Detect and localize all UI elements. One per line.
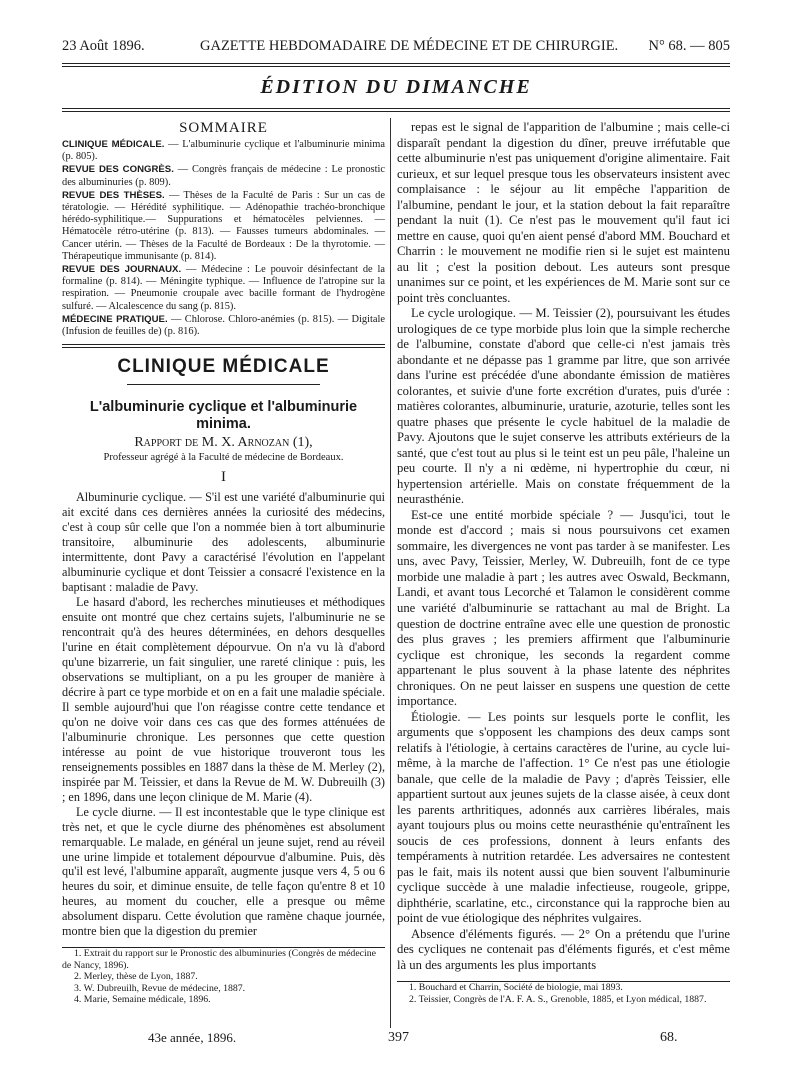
footnote: 1. Bouchard et Charrin, Société de biologie, mai 1893. [409,982,623,994]
sommaire-entry [62,264,385,313]
body-paragraph: repas est le signal de l'apparition de l'albumine ; mais celle-ci disparaît pendant la digestion du dîner, preuve irréfutable que cette albuminurie n'est pas uniquement d'origine alimentaire. Fait curieux, et sur lequel presque tous les observateurs insistent avec complaisance : le séjour au lit empêche l'apparition de l'albumine, pendant le jour, et la station debout la fait reparaître pendant la nuit (1). Ce n'est pas le mouvement qu'il faut ici mettre en cause, quoi qu'en aient pensé d'abord MM. Bouchard et Charrin : le mouvement ne modifie rien si le sujet est maintenu au lit ; c'est la position debout. Les auteurs sont presque unanimes sur ce point, et les expériences de M. Marie sont sur ce point très concluantes. [397,120,730,305]
sommaire-entry-label: CLINIQUE MÉDICALE. [62,139,165,150]
left-body-text [62,490,385,939]
edition-rule [62,108,730,109]
footnote: 3. W. Dubreuilh, Revue de médecine, 1887. [74,982,246,994]
body-paragraph: Étiologie. — Les points sur lesquels porte le conflit, les arguments que s'opposent les champions des deux camps sont relatifs à l'étiologie, à certains caractères de l'urine, au cycle lui-même, à la marche de l'affection. 1° Ce n'est pas une étiologie banale, que celle de la maladie de Pavy ; d'après Teissier, elle appartient surtout aux jeunes sujets de la classe aisée, à ceux dont les parents arthritiques, adonnés aux carrières libérales, mais ayant toujours plus ou moins cette neurasthénie qu'entraînent les soucis de ces professions, donnent à leurs enfants des tempéraments à nutrition retardée. Les adversaires ne contestent pas le fait, mais ils notent aussi que bien souvent l'albuminurie cyclique succède à une maladie infectieuse, rougeole, grippe, diphthérie, scarlatine, etc., circonstance qui la rapproche bien au point de vue étiologique des néphrites vulgaires. [397,709,730,926]
header-rule-double [62,66,730,67]
sommaire-entry-text: — Chlorose. Chloro-anémies (p. 815). — Digitale (Infusion de feuilles de) (p. 816). [62,313,385,338]
article-affiliation: Professeur agrégé à la Faculté de médecine de Bordeaux. [103,452,344,464]
article-byline: Rapport de M. X. Arnozan (1), [134,435,313,451]
sommaire-entry [62,190,385,263]
left-column [62,120,385,1006]
sommaire-entry-text: — Congrès français de médecine : Le pronostic des albuminuries (p. 809). [62,164,385,188]
body-paragraph: Le cycle urologique. — M. Teissier (2), poursuivant les études urologiques de ce type morbide plus loin que la simple recherche de l'albumine, constate d'abord que celle-ci n'est jamais très abondante et ne dépasse pas 1 gramme par litre, que son arrivée dans l'urine est précédée d'une abondante émission de matières colorantes, et suivie d'une forte excrétion d'urates, puis d'urée : matières colorantes, albuminurie, uraturie, azoturie, telles sont les quatre phases que présente le cycle habituel de la maladie de Pavy. Ajoutons que le sujet conserve les attributs extérieurs de la santé, que c'est tout au plus si le teint est un peu pâle, l'haleine un peu courte. Il n'y a ni œdème, ni hypertrophie du cœur, ni hypertension artérielle. Mais on constate fréquemment de la neurasthénie. [397,306,730,507]
body-paragraph: Le cycle diurne. — Il est incontestable que le type clinique est très net, et que le cycle diurne des phénomènes est absolument remarquable. Le malade, en général un jeune sujet, rend au réveil une urine limpide et totalement dépourvue d'albumine. Puis, dès qu'il est levé, l'albumine apparaît, augmente jusque vers 4, 5 ou 6 heures du soir, et diminue ensuite, de telle façon qu'entre 8 et 10 heures, au moment du coucher, elle a presque ou même absolument disparu. Cette évolution que ramène chaque journée, montre bien que la digestion du premier [62,804,385,939]
footnote: 1. Extrait du rapport sur le Pronostic des albuminuries (Congrès de médecine de Nancy, 1896). [62,948,376,971]
body-paragraph: Absence d'éléments figurés. — 2° On a prétendu que l'urine des cycliques ne contenait pas d'éléments figurés, et c'est même là un des arguments les plus importants [397,926,730,972]
article-title: L'albuminurie cyclique et l'albuminurie minima. [89,399,358,433]
sommaire-entry [62,139,385,163]
sommaire-entry [62,164,385,188]
right-body-text [397,120,730,973]
sommaire-entry-text: — Thèses de la Faculté de Paris : Sur un cas de tératologie. — Hérédité syphilitique. — Adénopathie trachéo-bronchique hérédo-syphilitique.— Suppurations et hématocèles pelviennes. — Hématocèle rétro-utérine (p. 813). — Fausses tumeurs abdominales. — Cancer utérin. — Thèses de la Faculté de Bordeaux : De la thyrotomie. — Thérapeutique immunisante (p. 814). [62,189,385,262]
section-rule-double [62,347,385,348]
header-date: 23 Août 1896. [62,38,145,54]
edition-rule-double [62,111,730,112]
sommaire-entry-label: REVUE DES THÈSES. [62,189,165,201]
edition-banner: ÉDITION DU DIMANCHE [260,76,532,98]
header-page-number: N° 68. — 805 [648,38,730,54]
sommaire-entry-label: MÉDECINE PRATIQUE. [62,313,168,325]
footer-page: 397 [388,1030,409,1045]
body-paragraph: Est-ce une entité morbide spéciale ? — Jusqu'ici, tout le monde est d'accord ; mais si nous poursuivons cet examen sommaire, les divergences ne vont pas tarder à se manifester. Les uns, avec Pavy, Teissier, Merley, W. Dubreuilh, font de ce type morbide une maladie à part ; les autres avec Oswald, Beckmann, Landi, et avant tous Lecorché et Talamon le considèrent comme une variété d'albuminurie se rattachant au mal de Bright. La question de doctrine entraîne avec elle une question de pronostic des plus graves ; les premiers affirment que l'albuminurie cyclique est chronique, les seconds la regardent comme appartenant le plus souvent à la phase latente des néphrites chroniques. On ne peut laisser en suspens une question de cette importance. [397,507,730,709]
header-journal-title: GAZETTE HEBDOMADAIRE DE MÉDECINE ET DE CHIRURGIE. [200,38,619,54]
header-rule [62,63,730,64]
sommaire-entry-text: — L'albuminurie cyclique et l'albuminurie minima (p. 805). [62,139,385,163]
section-rule [62,344,385,345]
section-title: CLINIQUE MÉDICALE [117,356,330,378]
column-divider [390,118,391,1028]
sommaire-title: SOMMAIRE [179,120,268,136]
footnote: 4. Marie, Semaine médicale, 1896. [74,994,211,1006]
right-column [397,120,730,1005]
running-header [62,38,730,60]
sommaire-entry-text: — Médecine : Le pouvoir désinfectant de la formaline (p. 814). — Méningite typhique. — Influence de l'atropine sur la respiration. — Pneumonie croupale avec bacille formant de l'hydrogène sulfuré. — Alcalescence du sang (p. 815). [62,264,385,312]
right-footnotes [397,982,730,1005]
sommaire-entry [62,314,385,338]
left-footnotes [62,948,385,1006]
footer-issue: 68. [660,1030,678,1045]
footnote: 2. Merley, thèse de Lyon, 1887. [74,971,198,983]
sommaire-entry-label: REVUE DES JOURNAUX. [62,264,182,276]
title-rule [127,384,321,385]
footer-volume: 43e année, 1896. [148,1030,237,1045]
article-part-number: I [221,469,226,486]
sommaire-entry-label: REVUE DES CONGRÈS. [62,164,174,176]
footnote: 2. Teissier, Congrès de l'A. F. A. S., Grenoble, 1885, et Lyon médical, 1887. [409,993,707,1005]
sommaire-list [62,139,385,338]
body-paragraph: Albuminurie cyclique. — S'il est une variété d'albuminurie qui ait excité dans ces dernières années la curiosité des médecins, c'est à coup sûr celle que l'on a nommée bien à tort albuminurie transitoire, albuminurie des adolescents, albuminurie intermittente, dont Pavy a caractérisé l'évolution en l'appelant albuminurie cyclique et dont Teissier a consacré l'existence en la baptisant : maladie de Pavy. [62,490,385,595]
body-paragraph: Le hasard d'abord, les recherches minutieuses et méthodiques ensuite ont montré que chez certains sujets, l'albuminurie ne se rencontrait qu'à des heures déterminées, en dehors desquelles l'urine en était complètement dépourvue. On n'a vu là d'abord qu'une bizarrerie, un fait singulier, une rareté clinique : puis, les observations se multipliant, on a pu les grouper de manière à décrire à part ce type morbide et on en a fait une maladie spéciale. Il semble aujourd'hui que l'on réagisse contre cette tendance et qu'on ne doive voir dans ces cas que des formes atténuées de l'albuminurie chronique. Les personnes que cette question intéresse au point de vue historique trouveront tous les renseignements possibles en 1887 dans la thèse de M. Merley (2), inspirée par M. Teissier, et dans la Revue de M. W. Dubreuilh (3) ; en 1896, dans une leçon clinique de M. Marie (4). [62,595,385,804]
